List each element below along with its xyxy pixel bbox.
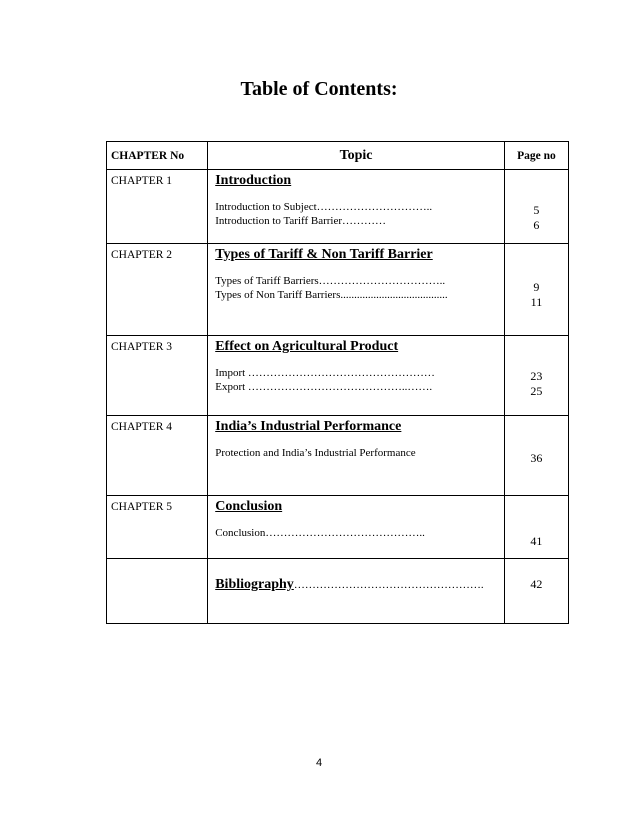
- toc-entry: Types of Tariff Barriers……………………………..: [215, 275, 446, 287]
- bibliography-dots: …………………………………………….: [293, 579, 484, 591]
- chapter-title: Introduction: [215, 173, 292, 188]
- chapter-topic: [208, 244, 505, 336]
- toc-row-chapter-2: [107, 244, 569, 336]
- toc-row-chapter-1: [107, 170, 569, 244]
- page-number: 6: [533, 218, 540, 232]
- header-chapter: CHAPTER No: [107, 142, 208, 170]
- chapter-pages: [504, 244, 568, 336]
- chapter-title: India’s Industrial Performance: [215, 419, 402, 434]
- toc-entry: Conclusion……………………………………..: [215, 527, 425, 539]
- page-number: 41: [530, 534, 543, 548]
- page-number: 42: [530, 577, 543, 591]
- chapter-title: Types of Tariff & Non Tariff Barrier: [215, 247, 433, 262]
- toc-entry: Protection and India’s Industrial Performance: [215, 447, 416, 459]
- chapter-topic: [208, 416, 505, 496]
- toc-entry: Types of Non Tariff Barriers.......................................: [215, 289, 448, 301]
- toc-entry: Export ……………………………………..…….: [215, 381, 433, 393]
- toc-row-chapter-4: [107, 416, 569, 496]
- toc-entry: Import ……………………………………………: [215, 367, 435, 379]
- page-number: 25: [530, 384, 543, 398]
- toc-entry: Introduction to Tariff Barrier…………: [215, 215, 387, 227]
- chapter-label: CHAPTER 5: [107, 496, 208, 559]
- toc-table: [106, 141, 569, 624]
- chapter-pages: [504, 336, 568, 416]
- chapter-label: CHAPTER 3: [107, 336, 208, 416]
- bibliography-topic: [208, 559, 505, 624]
- chapter-label: CHAPTER 2: [107, 244, 208, 336]
- bibliography-page: [504, 559, 568, 624]
- chapter-pages: [504, 496, 568, 559]
- toc-entry: Introduction to Subject…………………………..: [215, 201, 433, 213]
- chapter-pages: [504, 416, 568, 496]
- header-page: Page no: [504, 142, 568, 170]
- chapter-label: CHAPTER 4: [107, 416, 208, 496]
- bibliography-title: Bibliography: [215, 577, 294, 592]
- page-number: 5: [533, 203, 540, 217]
- header-topic: Topic: [208, 142, 505, 170]
- chapter-label: CHAPTER 1: [107, 170, 208, 244]
- page-number-footer: 4: [315, 757, 323, 769]
- page-number: 11: [530, 295, 543, 309]
- toc-row-chapter-3: [107, 336, 569, 416]
- chapter-topic: [208, 170, 505, 244]
- page-number: 36: [530, 451, 543, 465]
- toc-header-row: [107, 142, 569, 170]
- chapter-topic: [208, 336, 505, 416]
- toc-row-bibliography: [107, 559, 569, 624]
- chapter-title: Conclusion: [215, 499, 283, 514]
- page-number: 23: [530, 369, 543, 383]
- toc-row-chapter-5: [107, 496, 569, 559]
- page-title: Table of Contents:: [240, 78, 398, 100]
- empty-cell: [107, 559, 208, 624]
- chapter-title: Effect on Agricultural Product: [215, 339, 399, 354]
- page-number: 9: [533, 280, 540, 294]
- chapter-topic: [208, 496, 505, 559]
- chapter-pages: [504, 170, 568, 244]
